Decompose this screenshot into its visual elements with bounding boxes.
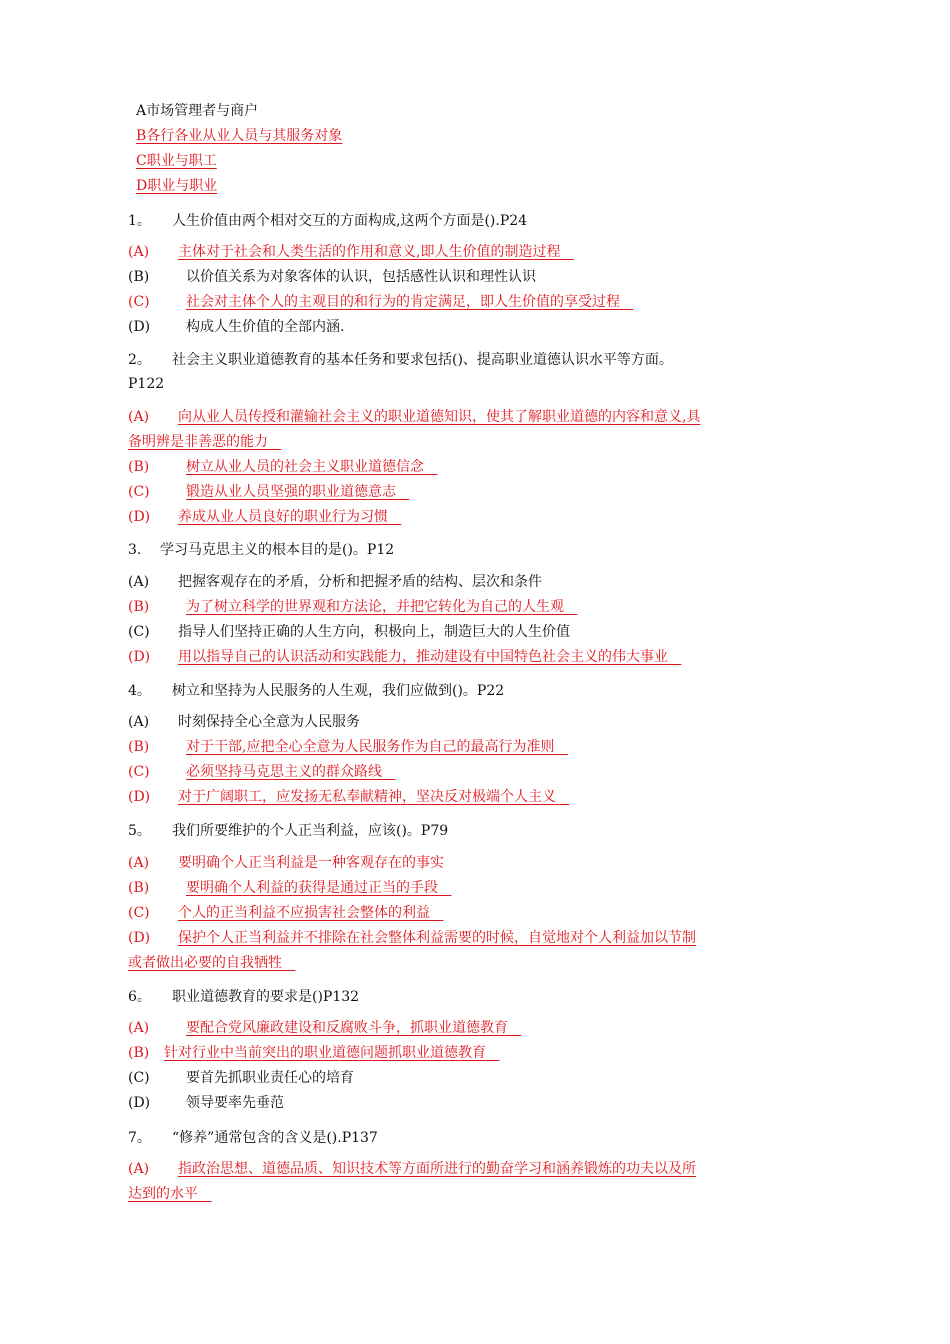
question-6: 6。 职业道德教育的要求是()P132	[128, 989, 360, 1005]
q5-option-b: (B) 要明确个人利益的获得是通过正当的手段	[128, 880, 438, 896]
q2-option-c: (C) 锻造从业人员坚强的职业道德意志	[128, 484, 396, 500]
question-5: 5。 我们所要维护的个人正当利益，应该()。P79	[128, 823, 449, 839]
question-3: 3. 学习马克思主义的根本目的是()。P12	[128, 542, 395, 558]
question-2: 2。 社会主义职业道德教育的基本任务和要求包括()、提高职业道德认识水平等方面。	[128, 352, 673, 368]
q5-option-a: (A) 要明确个人正当利益是一种客观存在的事实	[128, 855, 444, 871]
q6-option-c: (C) 要首先抓职业责任心的培育	[128, 1070, 354, 1086]
question-7: 7。 “修养”通常包含的含义是().P137	[128, 1130, 378, 1146]
q2-option-a-cont: 备明辨是非善恶的能力	[128, 434, 268, 450]
q5-option-d-cont: 或者做出必要的自我牺牲	[128, 955, 282, 971]
q3-option-b: (B) 为了树立科学的世界观和方法论，并把它转化为自己的人生观	[128, 599, 564, 615]
q6-option-b: (B) 针对行业中当前突出的职业道德问题抓职业道德教育	[128, 1045, 486, 1061]
q4-option-d: (D) 对于广阔职工，应发扬无私奉献精神，坚决反对极端个人主义	[128, 789, 556, 805]
question-2-cont: P122	[128, 376, 165, 392]
q1-option-a: (A) 主体对于社会和人类生活的作用和意义,即人生价值的制造过程	[128, 244, 561, 260]
q6-option-a: (A) 要配合党风廉政建设和反腐败斗争，抓职业道德教育	[128, 1020, 508, 1036]
q5-option-d: (D) 保护个人正当利益并不排除在社会整体利益需要的时候，自觉地对个人利益加以节制	[128, 930, 696, 946]
q2-option-b: (B) 树立从业人员的社会主义职业道德信念	[128, 459, 424, 475]
q5-option-c: (C) 个人的正当利益不应损害社会整体的利益	[128, 905, 430, 921]
q2-option-a: (A) 向从业人员传授和灌输社会主义的职业道德知识，使其了解职业道德的内容和意义,具	[128, 409, 701, 425]
q0-option-a: A市场管理者与商户	[136, 103, 259, 119]
q3-option-a: (A) 把握客观存在的矛盾，分析和把握矛盾的结构、层次和条件	[128, 574, 542, 590]
q0-option-b: B各行各业从业人员与其服务对象	[136, 128, 343, 144]
q1-option-d: (D) 构成人生价值的全部内涵.	[128, 319, 345, 335]
question-4: 4。 树立和坚持为人民服务的人生观，我们应做到()。P22	[128, 683, 505, 699]
q0-option-d: D职业与职业	[136, 178, 218, 194]
q7-option-a-cont: 达到的水平	[128, 1186, 198, 1202]
q4-option-a: (A) 时刻保持全心全意为人民服务	[128, 714, 360, 730]
q1-option-b: (B) 以价值关系为对象客体的认识，包括感性认识和理性认识	[128, 269, 536, 285]
q3-option-d: (D) 用以指导自己的认识活动和实践能力，推动建设有中国特色社会主义的伟大事业	[128, 649, 668, 665]
q4-option-c: (C) 必须坚持马克思主义的群众路线	[128, 764, 382, 780]
q1-option-c: (C) 社会对主体个人的主观目的和行为的肯定满足，即人生价值的享受过程	[128, 294, 620, 310]
q4-option-b: (B) 对于干部,应把全心全意为人民服务作为自己的最高行为准则	[128, 739, 555, 755]
q0-option-c: C职业与职工	[136, 153, 217, 169]
q6-option-d: (D) 领导要率先垂范	[128, 1095, 284, 1111]
q2-option-d: (D) 养成从业人员良好的职业行为习惯	[128, 509, 388, 525]
q3-option-c: (C) 指导人们坚持正确的人生方向，积极向上，制造巨大的人生价值	[128, 624, 570, 640]
question-1: 1。 人生价值由两个相对交互的方面构成,这两个方面是().P24	[128, 213, 528, 229]
q7-option-a: (A) 指政治思想、道德品质、知识技术等方面所进行的勤奋学习和涵养锻炼的功夫以及所	[128, 1161, 696, 1177]
